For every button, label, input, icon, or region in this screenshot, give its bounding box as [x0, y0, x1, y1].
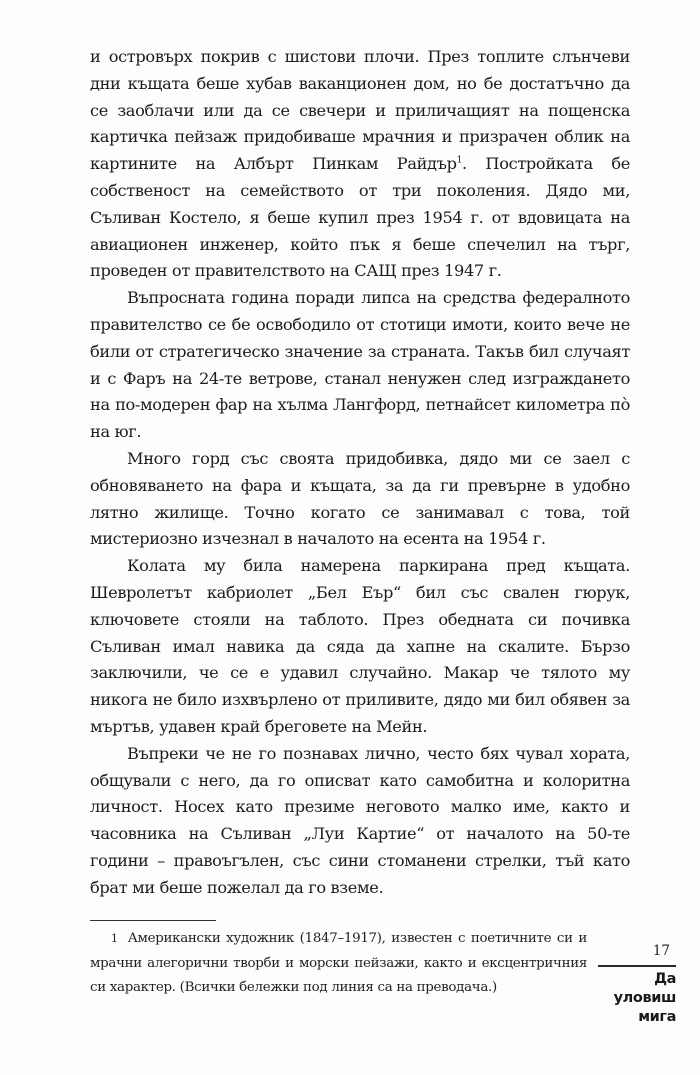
paragraph-3: Много горд със своята придобивка, дядо ми се заел с обновяването на фара и къщата, за да ги превърне в удобно лятно жилище. Точно когато се занимавал с това, той мистериозно изчезнал в началото на есента на 1954 г. [90, 448, 630, 549]
book-title-line-2: мига [638, 1009, 676, 1025]
paragraph-2: Въпросната година поради липса на средства федералното правителство се бе освободило от стотици имоти, които вече не били от стратегическо значение за страната. Такъв бил случаят и с Фаръ на 24-те ветрове, станал ненужен след изграждането на по-модерен фар на хълма Лангфорд, петнайсет километра пò на юг. [90, 288, 630, 442]
main-text [90, 44, 630, 902]
book-title-line-1: Да уловиш [613, 971, 676, 1006]
footnote-divider [90, 920, 216, 921]
footnote-marker: 1 [111, 932, 118, 945]
paragraph-1-continuation: . Постройката бе собственост на семейството от три поколения. Дядо ми, Съливан Костело, я беше купил през 1954 г. от вдовицата на авиационен инженер, който пък я беше спечелил на търг, проведен от правителството на САЩ през 1947 г. [90, 154, 630, 281]
footnote-reference[interactable]: 1 [456, 155, 463, 166]
footnote [90, 927, 587, 1001]
page-number: 17 [652, 943, 670, 959]
running-footer-title [596, 970, 676, 1027]
footnote-paragraph [90, 927, 587, 1001]
paragraph-1 [90, 44, 630, 285]
footnote-text: Американски художник (1847–1917), известен с поетичните си и мрачни алегорични творби и морски пейзажи, както и ексцентричния си характер. (Всички бележки под линия са на преводача.) [90, 931, 587, 995]
paragraph-5: Въпреки че не го познавах лично, често бях чувал хората, общували с него, да го описват като самобитна и колоритна личност. Носех като презиме неговото малко име, както и часовника на Съливан „Луи Картие“ от началото на 50-те години – правоъгълен, със сини стоманени стрелки, тъй като брат ми беше пожелал да го вземе. [90, 743, 630, 897]
paragraph-4: Колата му била намерена паркирана пред къщата. Шевролетът кабриолет „Бел Еър“ бил със свален гюрук, ключовете стояли на таблото. През обедната си почивка Съливан имал навика да сяда да хапне на скалите. Бързо заключили, че се е удавил случайно. Макар че тялото му никога не било изхвърлено от приливите, дядо ми бил обявен за мъртъв, удавен край бреговете на Мейн. [90, 556, 630, 736]
paragraph-1-text: и островърх покрив с шистови плочи. През топлите слънчеви дни къщата беше хубав ваканционен дом, но бе достатъчно да се заоблачи или да се свечери и приличащият на пощенска картичка пейзаж придобиваше мрачния и призрачен облик на картините на Албърт Пинкам Райдър [90, 47, 630, 174]
running-footer-divider [598, 965, 676, 967]
